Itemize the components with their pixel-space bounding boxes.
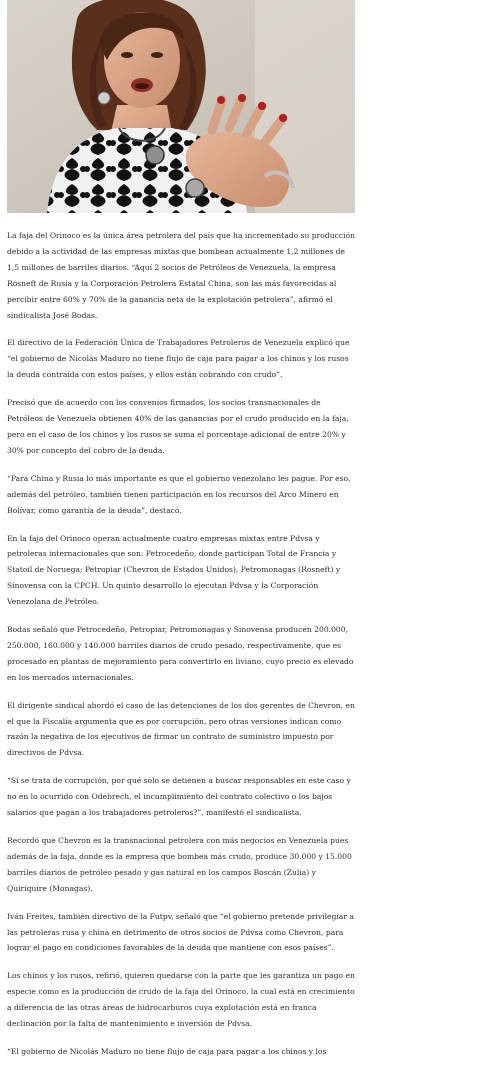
article-paragraph-10: Iván Freites, también directivo de la Futpv, señaló que “el gobierno pretende privilegiar a las petroleras rusa y china en detrimento de otros socios de Pdvsa como Chevron, para lograr el pago en condiciones favorables de la deuda que mantiene con esos países”. — [7, 911, 354, 953]
article-paragraph-5: En la faja del Orinoco operan actualmente cuatro empresas mixtas entre Pdvsa y petroleras internacionales que son: Petrocedeño, donde participan Total de Francia y Statoil de Noruega; Petropiar (Chevron de Estados Unidos), Petromonagas (Rosneft) y Sinovensa con la CPCH. Un quinto desarrollo lo ejecutan Pdvsa y la Corporación Venezolana de Petróleo. — [7, 533, 341, 607]
article-body — [7, 228, 357, 1060]
article-paragraph-3: Precisó que de acuerdo con los convenios firmados, los socios transnacionales de Petróleos de Venezuela obtienen 40% de las ganancias por el crudo producido en la faja, pero en el caso de los chinos y los rusos se suma el porcentaje adicional de entre 20% y 30% por concepto del cobro de la deuda. — [7, 398, 349, 455]
article — [7, 0, 357, 1072]
article-paragraph-6: Bodas señaló que Petrocedeño, Petropiar, Petromonagas y Sinovensa producen 200.000, 250.000, 160.000 y 140.000 barriles diarios de crudo pesado, respectivamente, que es procesado en plantas de mejoramiento para convertirlo en liviano, cuyo precio es elevado en los mercados internacionales. — [7, 625, 354, 682]
article-paragraph-2: El directivo de la Federación Única de Trabajadores Petroleros de Venezuela explicó que “el gobierno de Nicolás Maduro no tiene flujo de caja para pagar a los chinos y los rusos la deuda contraída con estos países, y ellos están cobrando con crudo”. — [7, 338, 350, 380]
article-photo — [7, 0, 355, 213]
article-paragraph-1: La faja del Orinoco es la única área petrolera del país que ha incrementado su producción debido a la actividad de las empresas mixtas que bombean actualmente 1,2 millones de 1,5 millones de barriles diarios. “Aquí 2 socios de Petróleos de Venezuela, la empresa Rosneft de Rusia y la Corporación Petrolera Estatal China, son las más favorecidas al percibir entre 60% y 70% de la ganancia neta de la explotación petrolera”, afirmó el sindicalista José Bodas. — [7, 231, 356, 320]
article-paragraph-8: “Si se trata de corrupción, por qué solo se detienen a buscar responsables en este caso y no en lo ocurrido con Odebrech, el incumplimiento del contrato colectivo o los bajos salarios que pagan a los trabajadores petroleros?”, manifestó el sindicalista. — [7, 776, 351, 818]
portrait-photo-icon — [7, 0, 355, 213]
article-paragraph-12: “El gobierno de Nicolás Maduro no tiene flujo de caja para pagar a los chinos y los — [7, 1046, 327, 1056]
article-paragraph-11: Los chinos y los rusos, refirió, quieren quedarse con la parte que les garantiza un pago en especie como es la producción de crudo de la faja del Orinoco, la cual está en crecimiento a diferencia de las otras áreas de hidrocarburos cuya explotación está en franca declinación por la falta de mantenimiento e inversión de Pdvsa. — [7, 971, 355, 1029]
article-paragraph-4: “Para China y Rusia lo más importante es que el gobierno venezolano les pague. Por eso, además del petróleo, también tienen participación en los recursos del Arco Minero en Bolívar, como garantía de la deuda”, destacó. — [7, 473, 351, 515]
article-paragraph-9: Recordó que Chevron es la transnacional petrolera con más negocios en Venezuela pues además de la faja, donde es la empresa que bombea más crudo, produce 30.000 y 15.000 barriles diarios de petróleo pesado y gas natural en los campos Boscán (Zulia) y Quiriquire (Monagas). — [7, 836, 352, 893]
article-paragraph-7: El dirigente sindical abordó el caso de las detenciones de los dos gerentes de Chevron, en el que la Fiscalía argumenta que es por corrupción, pero otras versiones indican como razón la negativa de los ejecutivos de firmar un contrato de suministro impuesto por directivos de Pdvsa. — [7, 700, 355, 758]
